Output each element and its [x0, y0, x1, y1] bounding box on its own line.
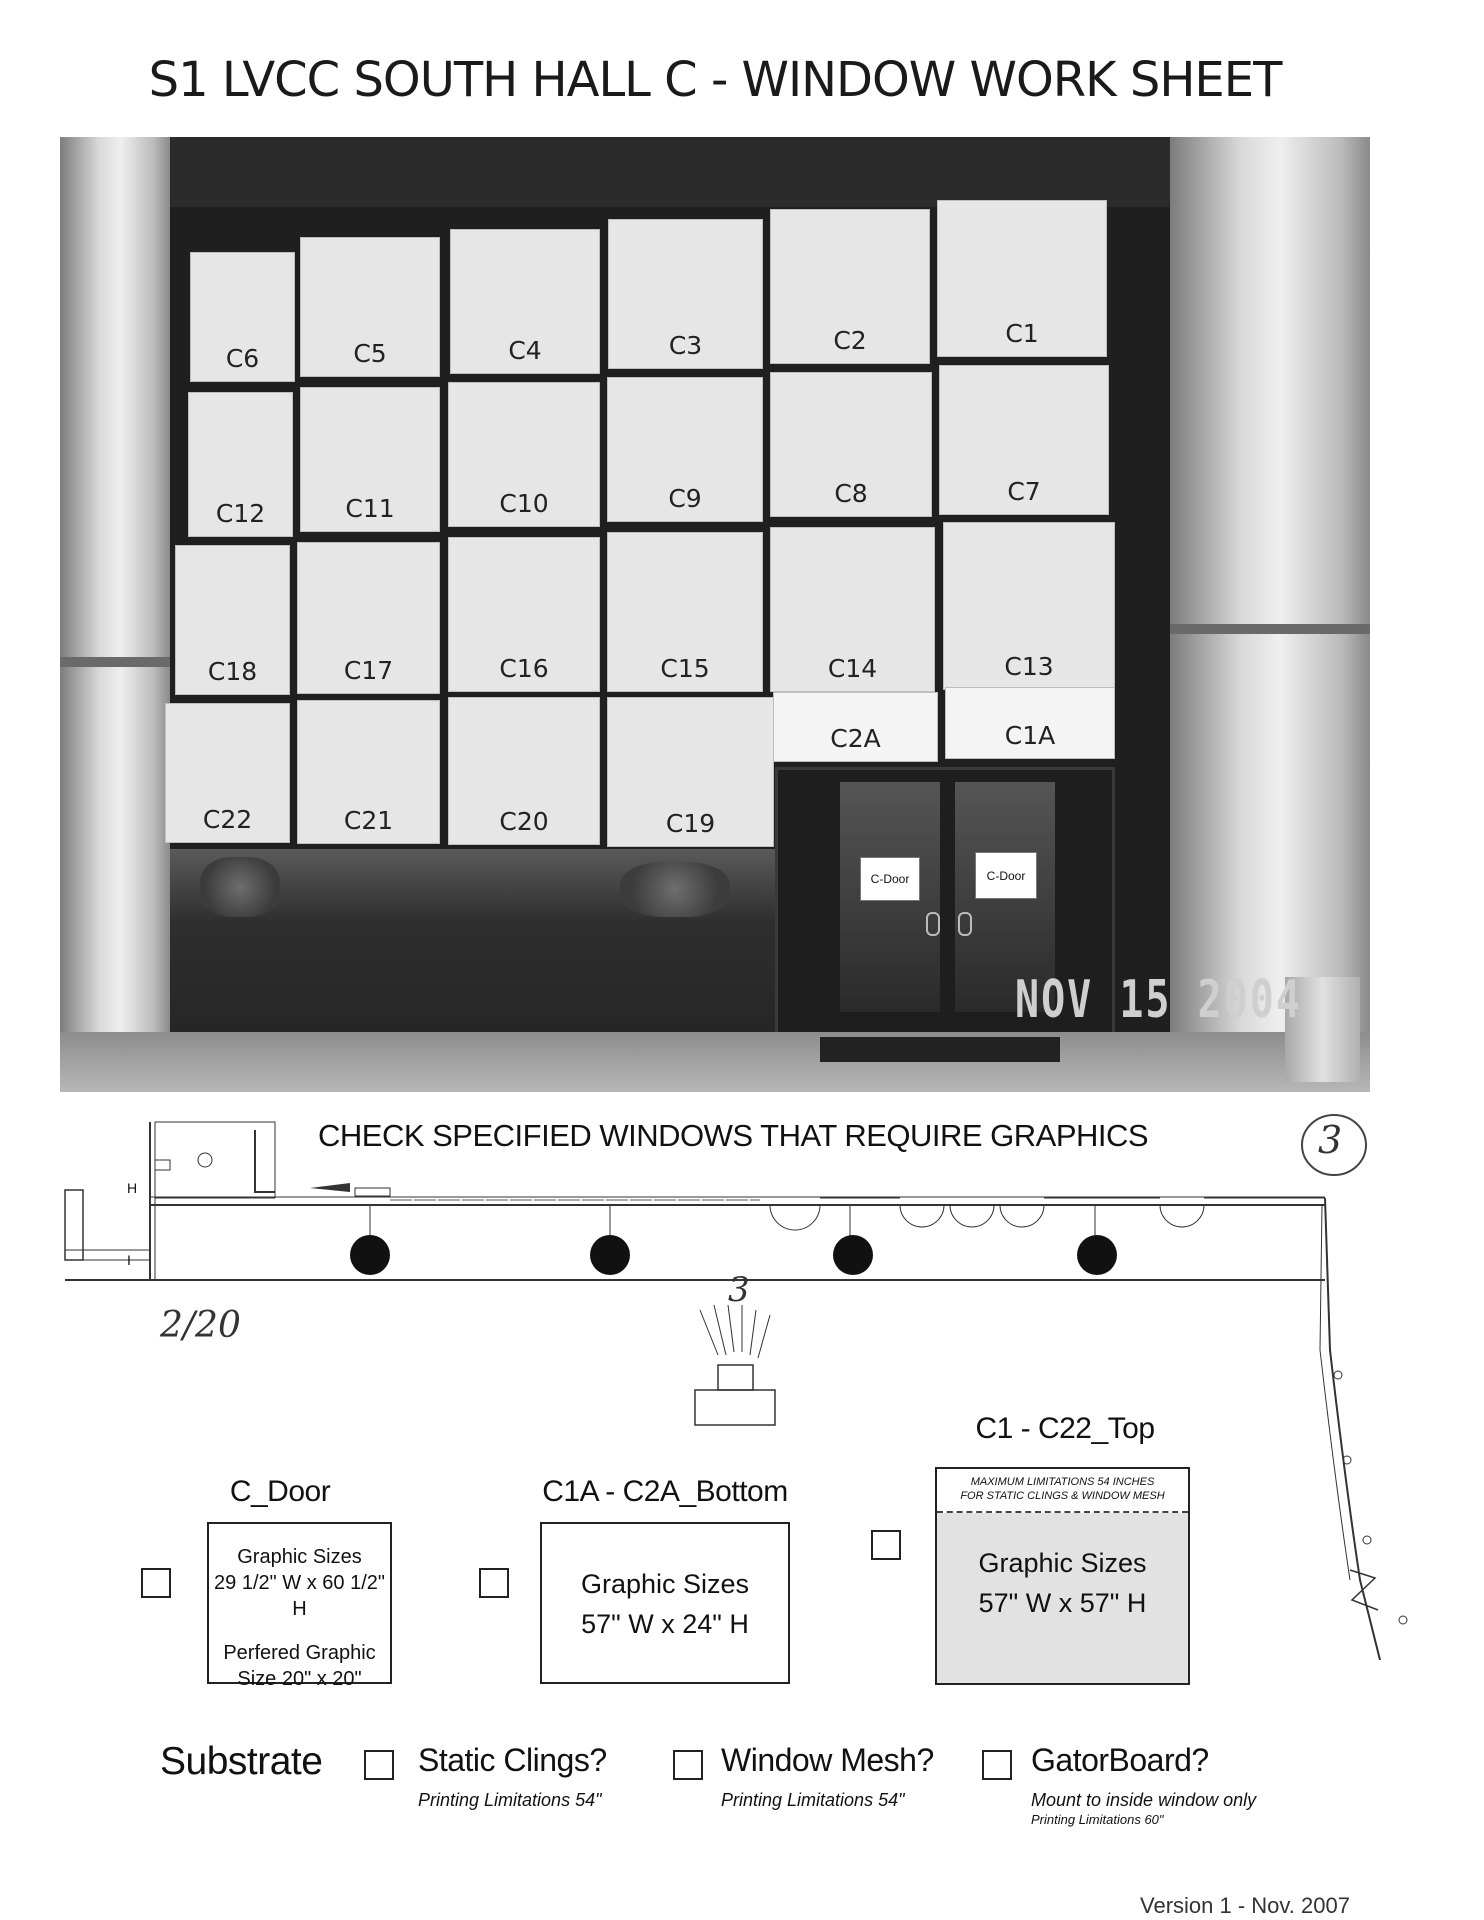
page-title: S1 LVCC SOUTH HALL C - WINDOW WORK SHEET — [148, 52, 1282, 108]
plan-marker-h: H — [127, 1180, 138, 1196]
upper-mullions — [170, 137, 1230, 207]
left-pillar-band — [60, 657, 170, 667]
window-pane: C14 — [770, 527, 935, 692]
window-pane: C15 — [607, 532, 763, 692]
bottom-spec-line: 57" W x 24" H — [581, 1609, 749, 1639]
handwritten-note: 2/20 — [160, 1305, 241, 1346]
door-sign: C-Door — [860, 857, 920, 901]
reflection-tree — [620, 862, 730, 917]
gatorboard-checkbox[interactable] — [982, 1750, 1012, 1780]
window-pane: C12 — [188, 392, 293, 537]
door-spec-line: Size 20" x 20" — [237, 1668, 362, 1690]
window-pane-bottom: C1A — [945, 687, 1115, 759]
floor — [60, 1032, 1370, 1092]
top-checkbox[interactable] — [871, 1530, 901, 1560]
top-spec-box — [935, 1467, 1190, 1685]
camera-view-number: 3 — [728, 1270, 750, 1310]
reflection-tree — [200, 857, 280, 917]
static-clings-note: Printing Limitations 54" — [418, 1790, 602, 1810]
door-sign: C-Door — [975, 852, 1037, 899]
static-clings-label: Static Clings? — [418, 1742, 607, 1778]
bottom-spec-line: Graphic Sizes — [580, 1569, 750, 1599]
limit-note: MAXIMUM LIMITATIONS 54 INCHES — [970, 1476, 1155, 1488]
gatorboard-note: Mount to inside window only — [1031, 1790, 1257, 1810]
limit-note: FOR STATIC CLINGS & WINDOW MESH — [960, 1490, 1165, 1502]
date-stamp: NOV 15 2004 — [1015, 970, 1302, 1030]
static-clings-checkbox[interactable] — [364, 1750, 394, 1780]
window-photo — [60, 137, 1370, 1092]
left-pillar — [60, 137, 170, 1092]
window-pane: C18 — [175, 545, 290, 695]
window-pane: C4 — [450, 229, 600, 374]
window-pane: C13 — [943, 522, 1115, 690]
window-pane: C19 — [607, 697, 774, 847]
window-pane: C7 — [939, 365, 1109, 515]
bottom-spec-label: C1A - C2A_Bottom — [542, 1475, 788, 1508]
door-checkbox[interactable] — [141, 1568, 171, 1598]
window-pane: C17 — [297, 542, 440, 694]
bottom-spec-box — [540, 1522, 790, 1684]
circled-page-number: 3 — [1318, 1118, 1343, 1162]
window-pane: C9 — [607, 377, 763, 522]
top-spec-label: C1 - C22_Top — [975, 1412, 1155, 1445]
window-pane: C16 — [448, 537, 600, 692]
door-spec-line: Perfered Graphic — [223, 1642, 376, 1664]
window-pane-bottom: C2A — [773, 692, 938, 762]
window-mesh-note: Printing Limitations 54" — [721, 1790, 905, 1810]
door-spec-line: 29 1/2" W x 60 1/2" H — [214, 1572, 385, 1620]
window-mesh-label: Window Mesh? — [721, 1742, 934, 1778]
window-pane: C5 — [300, 237, 440, 377]
door-handle — [958, 912, 972, 936]
top-spec-line: Graphic Sizes — [978, 1548, 1147, 1578]
gatorboard-label: GatorBoard? — [1031, 1742, 1209, 1778]
door-handle — [926, 912, 940, 936]
door-mat — [820, 1037, 1060, 1062]
right-pillar-band — [1170, 624, 1370, 634]
right-pillar — [1170, 137, 1370, 1092]
bottom-checkbox[interactable] — [479, 1568, 509, 1598]
substrate-label: Substrate — [160, 1740, 323, 1783]
plan-heading: CHECK SPECIFIED WINDOWS THAT REQUIRE GRAPHICS — [318, 1118, 1149, 1153]
door-spec-line: Graphic Sizes — [237, 1546, 362, 1568]
door-spec-label: C_Door — [229, 1475, 331, 1508]
window-pane: C11 — [300, 387, 440, 532]
window-pane: C6 — [190, 252, 295, 382]
window-pane: C8 — [770, 372, 932, 517]
limit-strip — [937, 1469, 1188, 1513]
window-pane: C21 — [297, 700, 440, 844]
door-spec-box — [207, 1522, 392, 1690]
window-pane: C22 — [165, 703, 290, 843]
window-pane: C1 — [937, 200, 1107, 357]
window-pane: C10 — [448, 382, 600, 527]
top-spec-line: 57" W x 57" H — [978, 1588, 1147, 1618]
window-pane: C3 — [608, 219, 763, 369]
window-pane: C20 — [448, 697, 600, 845]
window-mesh-checkbox[interactable] — [673, 1750, 703, 1780]
version-footer: Version 1 - Nov. 2007 — [1140, 1893, 1350, 1918]
plan-marker-i: I — [127, 1252, 131, 1268]
gatorboard-note-2: Printing Limitations 60" — [1031, 1812, 1164, 1827]
window-pane: C2 — [770, 209, 930, 364]
